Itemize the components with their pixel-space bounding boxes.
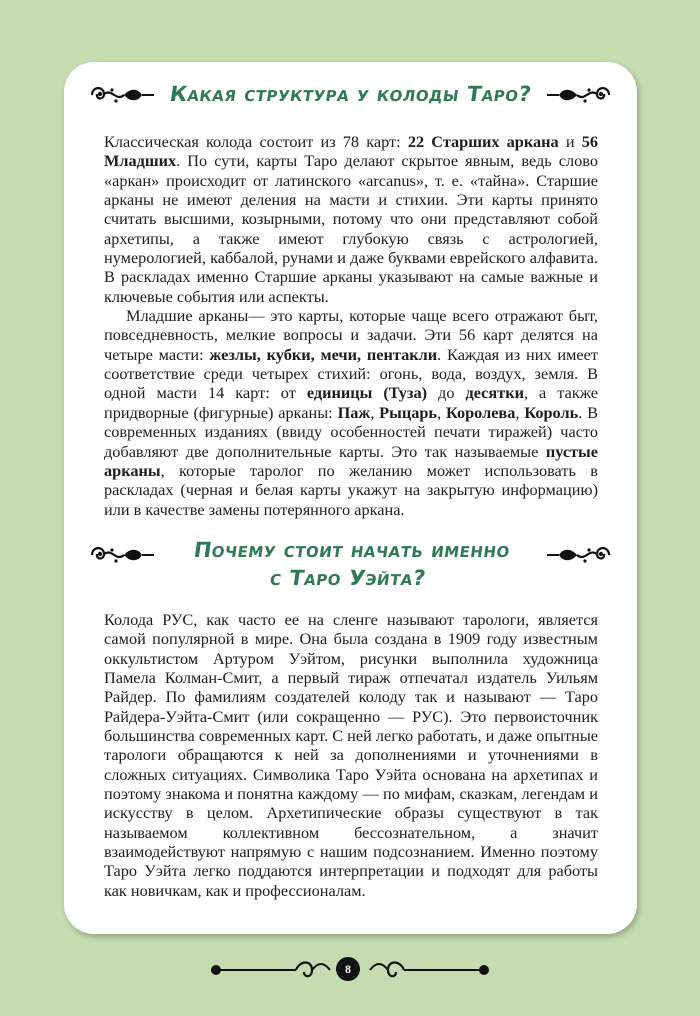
section2-body [104, 610, 598, 900]
text-run: , [437, 402, 446, 422]
text-run: , а также придворные (фигурные) арканы: [104, 383, 598, 422]
text-run: . В современных изданиях (ввиду особенностей печати тиражей) часто добавляют две дополнительные карты. Это так называемые [104, 402, 599, 461]
text-run: . По сути, карты Таро делают скрытое явным, ведь слово «аркан» происходит от латинского «arcanus», т. е. «тайна». Старшие арканы не имеют деления на масти и стихии. Эти карты принято считать высшими, козырными, потому что они представляют собой архетипы, а также имеют глубокую связь с астрологией, нумерологией, каббалой, рунами и даже буквами еврейского алфавита. В раскладах именно Старшие арканы указывают на самые важные и ключевые события или аспекты. [104, 151, 598, 306]
footer-line-right [370, 963, 489, 977]
section1-heading-row [64, 80, 637, 108]
section1-paragraph-1 [104, 132, 598, 306]
section1-body [104, 132, 598, 519]
footer-line-left [211, 963, 330, 977]
flourish-left-icon [86, 542, 158, 568]
bold-text-run: Король [524, 402, 579, 422]
page-number: 8 [336, 957, 360, 981]
text-run: Колода РУС, как часто ее на сленге называют тарологи, является самой популярной в мире. Она была создана в 1909 году известным оккультистом Артуром Уэйтом, рисунки выполнила художница Памела Колман-Смит, а первый тираж отпечатал издатель Уильям Райдер. По фамилиям создателей колоду так и называют — Таро Райдера-Уэйта-Смит (или сокращенно — РУС). Это первоисточник большинства современных карт. С ней легко работать, и даже опытные тарологи обращаются к ней за дополнениями и уточнениями в сложных ситуациях. Символика Таро Уэйта основана на архетипах и поэтому знакома и понятна каждому — по мифам, сказкам, легендам и искусству в целом. Архетипические образы существуют в так называемом коллективном бессознательном, а значит взаимодействуют напрямую с нашим подсознанием. Именно поэтому Таро Уэйта легко поддаются интерпретации и подходят для работы как новичкам, как и профессионалам. [104, 610, 598, 900]
text-run: и [558, 132, 582, 151]
bold-text-run: Рыцарь [379, 402, 437, 422]
bold-text-run: пустые арканы [104, 441, 598, 480]
content-card [64, 62, 637, 934]
section2-title-line2: с Таро Уэйта? [269, 566, 429, 590]
bold-text-run: 56 Младших [104, 132, 598, 171]
bold-text-run: Паж [337, 402, 371, 422]
bold-text-run: жезлы, кубки, мечи, пентакли [209, 344, 438, 364]
text-run: . Каждая из них имеет соответствие среди четырех стихий: огонь, вода, воздух, земля. В одной масти 14 карт: от [104, 344, 598, 403]
section2-paragraph-1 [104, 610, 598, 900]
section2-heading-row [64, 536, 637, 592]
bold-text-run: десятки [465, 383, 524, 403]
bold-text-run: Королева [445, 402, 516, 422]
section1-title: Какая структура у колоды Таро? [168, 82, 533, 106]
text-run: , [370, 402, 380, 422]
bold-text-run: единицы (Туза) [306, 383, 428, 403]
section1-paragraph-2 [104, 306, 598, 519]
flourish-right-icon [543, 82, 615, 108]
flourish-right-icon [543, 542, 615, 568]
flourish-left-icon [86, 82, 158, 108]
section2-title-line1: Почему стоит начать именно [192, 538, 513, 562]
text-run: Младшие арканы— это карты, которые чаще всего отражают быт, повседневность, мелкие вопросы и задачи. Эти 56 карт делятся на четыре масти: [104, 306, 598, 364]
text-run: Классическая колода состоит из 78 карт: [104, 132, 408, 151]
section2-title [189, 536, 513, 592]
text-run: до [427, 383, 466, 403]
text-run: , [515, 402, 525, 422]
bold-text-run: 22 Старших аркана [407, 132, 559, 151]
text-run: , которые таролог по желанию может использовать в раскладах (черная и белая карты укажут на закрытую информацию) или в качестве замены потерянного аркана. [104, 460, 598, 519]
